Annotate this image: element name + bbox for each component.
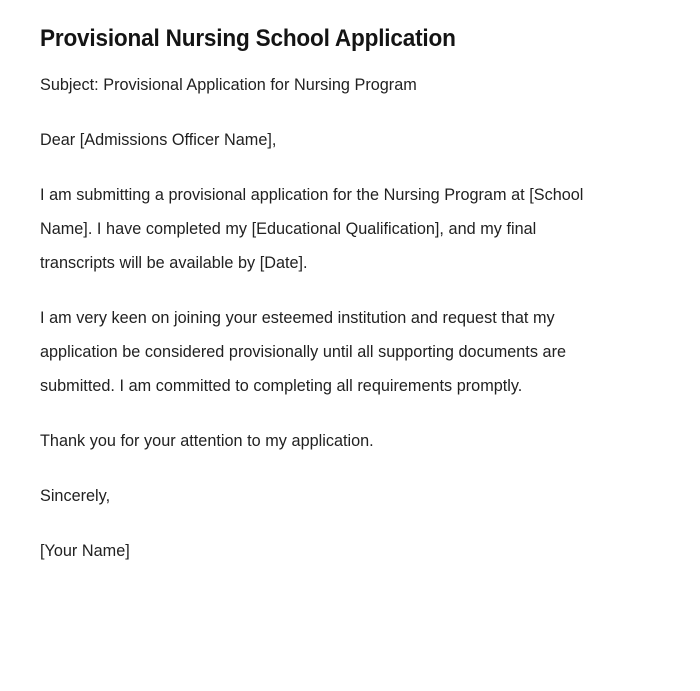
page-title: Provisional Nursing School Application — [40, 25, 456, 52]
subject-line: Subject: Provisional Application for Nursing Program — [40, 75, 417, 94]
sign-off: Sincerely, — [40, 486, 111, 505]
body-paragraph-1: I am submitting a provisional application for the Nursing Program at [School Name]. I have completed my [Educational Qualification], and my final transcripts will be available by [Date]. — [40, 185, 584, 272]
signature-placeholder: [Your Name] — [40, 541, 130, 560]
closing-thanks: Thank you for your attention to my application. — [40, 431, 374, 450]
body-paragraph-2: I am very keen on joining your esteemed institution and request that my application be considered provisionally until all supporting documents are submitted. I am committed to completing all requirements promptly. — [40, 308, 567, 395]
letter-body — [40, 68, 640, 568]
salutation: Dear [Admissions Officer Name], — [40, 130, 277, 149]
